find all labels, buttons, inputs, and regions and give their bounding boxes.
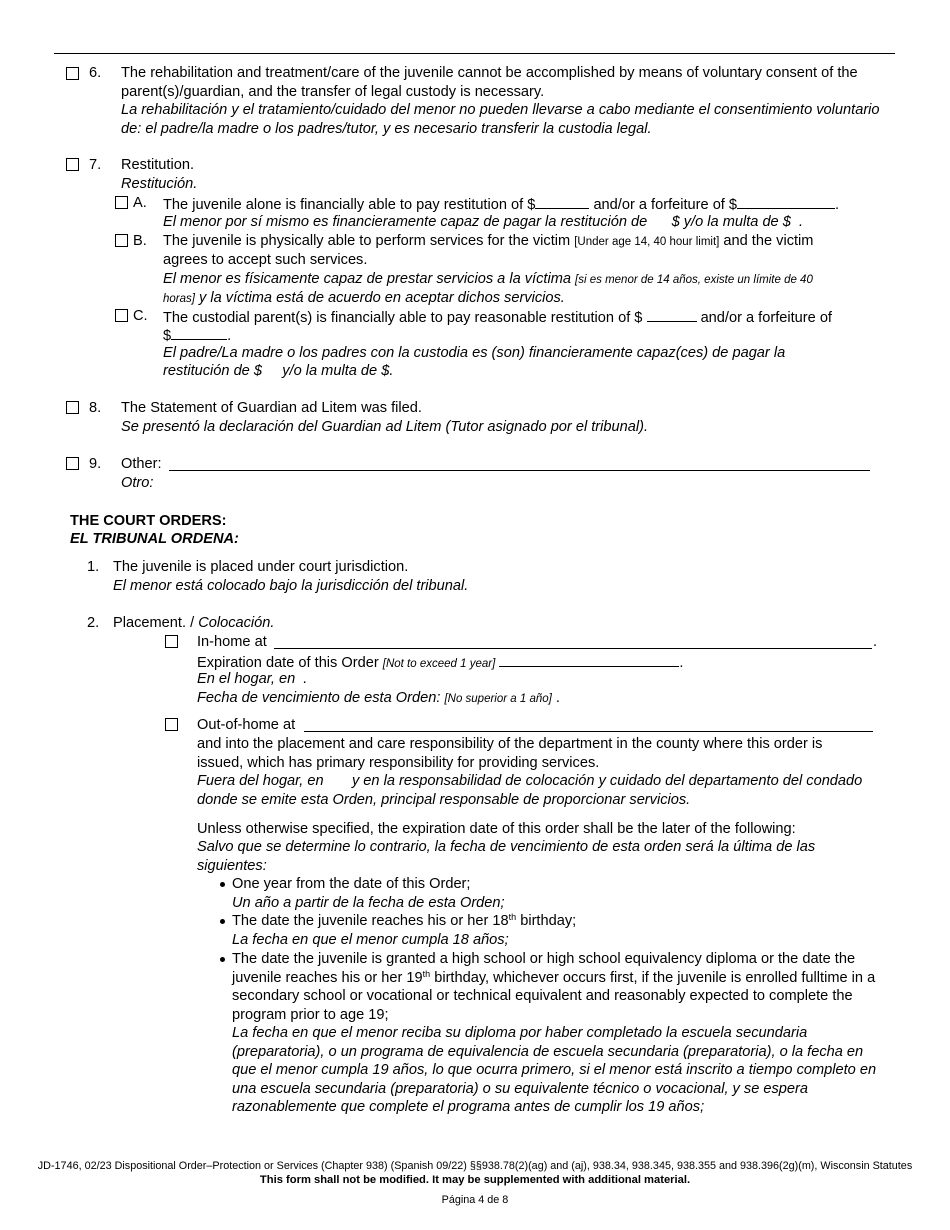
footer-form-line: JD-1746, 02/23 Dispositional Order–Protection or Services (Chapter 938) (Spanish 09/22) §§938.78(2)(ag) and (aj), 938.34, 938.345, 938.355 and 938.396(2g)(m), Wisconsin Statutes (37, 1160, 913, 1172)
bullet-3-sup: th (422, 968, 431, 979)
out-of-home-text-es: Fuera del hogar, en y en la responsabilidad de colocación y cuidado del departamento del condado donde se emite esta Orden, principal responsable de proporcionar servicios. (197, 773, 867, 808)
bullet-2-text-post: birthday; (516, 913, 577, 929)
item-8-text: The Statement of Guardian ad Litem was filed. (121, 400, 422, 416)
in-home-location-field[interactable] (274, 634, 872, 649)
in-home-checkbox[interactable] (165, 635, 178, 648)
order-2-title-sep: / (190, 615, 195, 631)
item-9-number: 9. (89, 456, 102, 472)
item-7c-checkbox[interactable] (115, 309, 128, 322)
item-9-label-es: Otro: (121, 475, 154, 491)
in-home-expiration-es-label: Fecha de vencimiento de esta Orden: (197, 690, 441, 706)
bullet-1-marker (220, 882, 225, 887)
footer-page-number: Página 4 de 8 (441, 1194, 509, 1206)
expiration-rule-text-es: Salvo que se determine lo contrario, la fecha de vencimiento de esta orden será la última de las siguientes: (197, 839, 816, 874)
out-of-home-location-field[interactable] (304, 717, 873, 732)
bullet-3-text-pre: The date the juvenile is granted a high school or high school equivalency diploma or the date the juvenile reaches his or her 19 (232, 951, 856, 986)
bullet-2-sup: th (508, 912, 517, 922)
in-home-expiration-es (197, 689, 560, 709)
item-7c-text-es: El padre/La madre o los padres con la custodia es (son) financieramente capaz(ces) de pagar la (163, 345, 786, 361)
in-home-expiration-es-end: . (555, 690, 560, 706)
footer-notice: This form shall not be modified. It may be supplemented with additional material. (259, 1174, 691, 1186)
out-of-home-checkbox[interactable] (165, 718, 178, 731)
item-7b-note: [Under age 14, 40 hour limit] (574, 236, 720, 248)
bullet-3-text (232, 950, 882, 1024)
item-7c-text-end: . (227, 328, 232, 344)
bullet-1-text: One year from the date of this Order; (232, 876, 471, 892)
in-home-expiration-end: . (679, 655, 684, 671)
item-8-text-es: Se presentó la declaración del Guardian ad Litem (Tutor asignado por el tribunal). (121, 419, 649, 435)
item-7b-text (163, 232, 813, 252)
bullet-2-text (232, 912, 576, 931)
parent-forfeiture-amount-field[interactable] (171, 325, 227, 340)
item-7c-text-mid: and/or a forfeiture of (700, 310, 832, 326)
item-7-title-es: Restitución. (121, 176, 198, 192)
top-rule (54, 53, 895, 54)
item-7-title: Restitution. (121, 157, 195, 173)
item-9-label: Other: (121, 456, 162, 472)
in-home-label: In-home at (197, 634, 267, 650)
item-7c-letter: C. (133, 308, 148, 324)
restitution-amount-field[interactable] (535, 194, 589, 209)
item-7b-letter: B. (133, 233, 147, 249)
item-7a-checkbox[interactable] (115, 196, 128, 209)
in-home-expiration-note: [Not to exceed 1 year] (382, 658, 496, 670)
order-1-text-es: El menor está colocado bajo la jurisdicción del tribunal. (113, 578, 469, 594)
item-7c-text-es-2: restitución de $ y/o la multa de $. (163, 363, 394, 379)
item-6-number: 6. (89, 65, 102, 81)
expiration-date-field[interactable] (499, 652, 679, 667)
item-7b-text-pre: The juvenile is physically able to perform services for the victim (163, 233, 571, 249)
bullet-3-text-post: birthday, whichever occurs first, if the juvenile is enrolled fulltime in a secondary school or vocational or technical equivalent and reasonably expected to complete the program prior to age 19; (232, 969, 876, 1023)
item-7c-dollar: $ (163, 328, 172, 344)
bullet-2-marker (220, 919, 225, 924)
in-home-expiration-es-note: [No superior a 1 año] (444, 693, 552, 705)
bullet-3-text-es: La fecha en que el menor reciba su diploma por haber completado la escuela secundaria (preparatoria), o un programa de equivalencia de escuela secundaria (preparatoria), o la fecha en que el menor cumpla 19 años, lo que ocurra primero, si el menor está inscrito a tiempo completo en una escuela secundaria (preparatoria) o su equivalente técnico o vocacional, y se espera razonablemente que complete el programa antes de cumplir los 19 años; (232, 1025, 877, 1116)
in-home-es: En el hogar, en . (197, 671, 308, 687)
item-7a-letter: A. (133, 195, 147, 211)
bullet-2-text-es: La fecha en que el menor cumpla 18 años; (232, 932, 509, 948)
item-7c-text-pre: The custodial parent(s) is financially able to pay reasonable restitution of $ (163, 310, 643, 326)
order-1-text: The juvenile is placed under court jurisdiction. (113, 559, 409, 575)
item-6-text: The rehabilitation and treatment/care of the juvenile cannot be accomplished by means of voluntary consent of the parent(s)/guardian, and the transfer of legal custody is necessary. (121, 65, 858, 100)
item-7-number: 7. (89, 157, 102, 173)
expiration-rule-text: Unless otherwise specified, the expiration date of this order shall be the later of the following: (197, 821, 796, 837)
item-7b-text-line2: agrees to accept such services. (163, 252, 368, 268)
order-2-title (113, 614, 274, 633)
item-7a-text-es: El menor por sí mismo es financieramente capaz de pagar la restitución de $ y/o la multa de $ . (163, 214, 804, 230)
item-8-checkbox[interactable] (66, 401, 79, 414)
item-7-checkbox[interactable] (66, 158, 79, 171)
item-7b-text-es-post: y la víctima está de acuerdo en aceptar dichos servicios. (199, 290, 565, 306)
item-9-checkbox[interactable] (66, 457, 79, 470)
in-home-expiration-label: Expiration date of this Order (197, 655, 379, 671)
order-2-number: 2. (87, 615, 100, 631)
bullet-3-marker (220, 957, 225, 962)
item-7a-text (163, 194, 883, 215)
bullet-1-text-es: Un año a partir de la fecha de esta Orden; (232, 895, 505, 911)
out-of-home-label: Out-of-home at (197, 717, 296, 733)
item-7a-text-end: . (835, 197, 840, 213)
item-7c-text (163, 307, 832, 328)
item-7c-text-line2 (163, 325, 231, 346)
order-2-title-en: Placement. (113, 615, 187, 631)
order-1-number: 1. (87, 559, 100, 575)
item-6-checkbox[interactable] (66, 67, 79, 80)
item-8-number: 8. (89, 400, 102, 416)
item-7b-note-es: [si es menor de 14 años, existe un límite de 40 (575, 274, 813, 286)
item-7b-text-es-pre: El menor es físicamente capaz de prestar servicios a la víctima (163, 271, 571, 287)
item-7b-note-es-2: horas] (163, 293, 195, 305)
item-9-other-field[interactable] (169, 456, 870, 471)
court-orders-heading-es: EL TRIBUNAL ORDENA: (70, 531, 239, 547)
forfeiture-amount-field[interactable] (737, 194, 835, 209)
out-of-home-text: and into the placement and care responsibility of the department in the county where this order is issued, which has primary responsibility for providing services. (197, 736, 823, 771)
order-2-title-es: Colocación. (198, 615, 275, 631)
item-7b-text-es-line2 (163, 289, 565, 309)
bullet-2-text-pre: The date the juvenile reaches his or her 18 (232, 913, 509, 929)
item-7b-checkbox[interactable] (115, 234, 128, 247)
in-home-end: . (873, 634, 878, 650)
parent-restitution-amount-field[interactable] (647, 307, 697, 322)
item-6-text-es: La rehabilitación y el tratamiento/cuidado del menor no pueden llevarse a cabo mediante el consentimiento voluntario de: el padre/la madre o los padres/tutor, y es necesario transferir la custodia legal. (121, 102, 880, 137)
item-7b-text-es (163, 270, 813, 290)
item-7a-text-mid: and/or a forfeiture of $ (593, 197, 738, 213)
item-7b-text-post: and the victim (723, 233, 814, 249)
item-7a-text-pre: The juvenile alone is financially able to pay restitution of $ (163, 197, 536, 213)
court-orders-heading: THE COURT ORDERS: (70, 513, 227, 529)
